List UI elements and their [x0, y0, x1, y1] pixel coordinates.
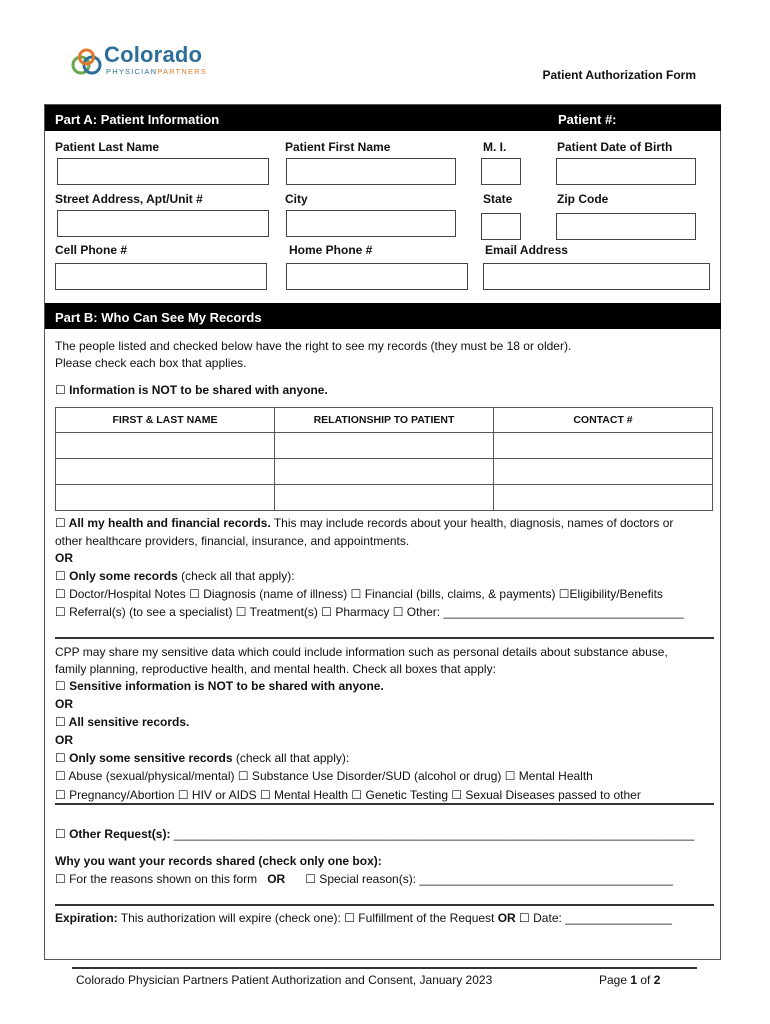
why-shared-label: Why you want your records shared (check only one box):	[55, 854, 382, 868]
col-contact: CONTACT #	[494, 408, 713, 433]
cell-field[interactable]	[55, 263, 267, 290]
sensitive-options-2[interactable]: ☐ Pregnancy/Abortion ☐ HIV or AIDS ☐ Mental Health ☐ Genetic Testing ☐ Sexual Diseases passed to other	[55, 788, 641, 802]
table-cell[interactable]	[56, 433, 275, 459]
logo-name: Colorado	[104, 42, 203, 67]
logo-rings-icon	[70, 46, 104, 80]
first-name-field[interactable]	[286, 158, 456, 185]
page-number: Page 1 of 2	[599, 973, 661, 987]
section-divider	[55, 803, 714, 805]
col-relationship: RELATIONSHIP TO PATIENT	[275, 408, 494, 433]
table-cell[interactable]	[275, 485, 494, 511]
patient-number-label: Patient #:	[558, 112, 617, 127]
table-header-row	[56, 408, 713, 433]
intro-line-2: Please check each box that applies.	[55, 356, 247, 370]
sensitive-intro-2: family planning, reproductive health, and mental health. Check all boxes that apply:	[55, 662, 496, 676]
table-cell[interactable]	[56, 485, 275, 511]
zip-field[interactable]	[556, 213, 696, 240]
some-records-options-1[interactable]: ☐ Doctor/Hospital Notes ☐ Diagnosis (name of illness) ☐ Financial (bills, claims, & payments) ☐Eligibility/Benefits	[55, 587, 663, 601]
expiration-line[interactable]: Expiration: This authorization will expire (check one): ☐ Fulfillment of the Request OR ☐ Date: ________________	[55, 911, 672, 925]
footer-divider	[72, 967, 697, 969]
table-cell[interactable]	[494, 485, 713, 511]
dob-field[interactable]	[556, 158, 696, 185]
state-field[interactable]	[481, 213, 521, 240]
sensitive-all-checkbox[interactable]: ☐ All sensitive records.	[55, 715, 190, 729]
part-b-title: Part B: Who Can See My Records	[55, 310, 262, 325]
home-label: Home Phone #	[289, 243, 373, 257]
part-b-header	[45, 303, 721, 329]
city-label: City	[285, 192, 308, 206]
other-request-checkbox[interactable]: ☐ Other Request(s): ______________________________________________________________________________	[55, 827, 695, 841]
table-cell[interactable]	[494, 459, 713, 485]
table-cell[interactable]	[56, 459, 275, 485]
authorized-people-table	[55, 407, 713, 511]
sensitive-not-checkbox[interactable]: ☐ Sensitive information is NOT to be shared with anyone.	[55, 679, 384, 693]
email-label: Email Address	[485, 243, 568, 257]
not-shared-checkbox[interactable]: ☐ Information is NOT to be shared with anyone.	[55, 383, 328, 397]
last-name-field[interactable]	[57, 158, 269, 185]
table-cell[interactable]	[494, 433, 713, 459]
table-row	[56, 485, 713, 511]
home-field[interactable]	[286, 263, 468, 290]
form-title: Patient Authorization Form	[542, 68, 696, 82]
table-row	[56, 459, 713, 485]
email-field[interactable]	[483, 263, 710, 290]
state-label: State	[483, 192, 513, 206]
part-a-header	[45, 105, 721, 131]
or-text: OR	[55, 551, 73, 565]
table-row	[56, 433, 713, 459]
col-name: FIRST & LAST NAME	[56, 408, 275, 433]
table-cell[interactable]	[275, 459, 494, 485]
company-logo	[70, 44, 220, 86]
dob-label: Patient Date of Birth	[557, 140, 673, 154]
section-divider	[55, 904, 714, 906]
section-divider	[55, 637, 714, 639]
why-options[interactable]: ☐ For the reasons shown on this form OR ☐ Special reason(s): ______________________________________	[55, 872, 673, 886]
sensitive-intro-1: CPP may share my sensitive data which could include information such as personal details about substance abuse,	[55, 645, 668, 659]
special-reason-checkbox[interactable]: ☐ Special reason(s): ______________________________________	[305, 872, 673, 886]
mi-label: M. I.	[483, 140, 507, 154]
part-a-title: Part A: Patient Information	[55, 112, 220, 127]
cell-label: Cell Phone #	[55, 243, 128, 257]
footer-text: Colorado Physician Partners Patient Authorization and Consent, January 2023	[76, 973, 493, 987]
some-records-options-2[interactable]: ☐ Referral(s) (to see a specialist) ☐ Treatment(s) ☐ Pharmacy ☐ Other: ____________________________________	[55, 605, 684, 619]
reasons-form-checkbox[interactable]: ☐ For the reasons shown on this form	[55, 872, 258, 886]
or-text: OR	[55, 733, 73, 747]
sensitive-some-checkbox[interactable]: ☐ Only some sensitive records (check all that apply):	[55, 751, 350, 765]
some-records-checkbox[interactable]: ☐ Only some records (check all that apply):	[55, 569, 295, 583]
sensitive-options-1[interactable]: ☐ Abuse (sexual/physical/mental) ☐ Substance Use Disorder/SUD (alcohol or drug) ☐ Mental Health	[55, 769, 593, 783]
mi-field[interactable]	[481, 158, 521, 185]
table-cell[interactable]	[275, 433, 494, 459]
street-label: Street Address, Apt/Unit #	[55, 192, 203, 206]
intro-line-1: The people listed and checked below have the right to see my records (they must be 18 or older).	[55, 339, 572, 353]
logo-tagline: PHYSICIANPARTNERS	[106, 67, 207, 76]
zip-label: Zip Code	[557, 192, 609, 206]
city-field[interactable]	[286, 210, 456, 237]
all-records-checkbox[interactable]: ☐ All my health and financial records. This may include records about your health, diagnosis, names of doctors or	[55, 516, 674, 530]
all-records-desc: other healthcare providers, financial, insurance, and appointments.	[55, 534, 410, 548]
street-field[interactable]	[57, 210, 269, 237]
last-name-label: Patient Last Name	[55, 140, 160, 154]
first-name-label: Patient First Name	[285, 140, 391, 154]
or-text: OR	[55, 697, 73, 711]
